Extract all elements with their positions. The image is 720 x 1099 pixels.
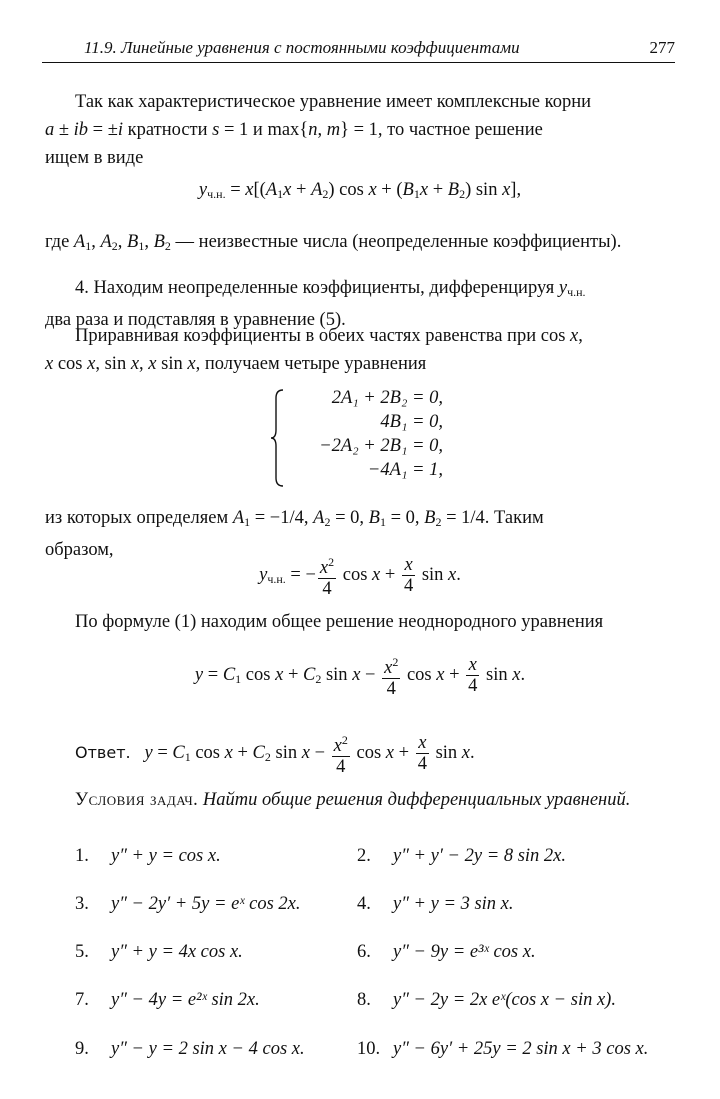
problem-item: 2. y″ + y′ − 2y = 8 sin 2x. xyxy=(357,846,567,866)
problem-conditions xyxy=(45,786,677,814)
header-rule xyxy=(42,62,675,63)
left-brace-icon xyxy=(270,388,284,488)
paragraph-3: 4. Находим неопределенные коэффициенты, дифференцируя $y_{ч.н.}$ два раза и подставляя в уравнение (5). xyxy=(45,278,586,330)
problem-item: 10. y″ − 6y′ + 25y = 2 sin x + 3 cos x. xyxy=(357,1039,649,1059)
page-number: 277 xyxy=(649,38,675,57)
problem-item: 1. y″ + y = cos x. xyxy=(75,846,221,866)
formula-particular-solution: $y_{ч.н.}$ = − $\frac{x^2}{4}$ cos x + $\frac{x}{4}$ sin x. xyxy=(0,552,720,599)
equation-system xyxy=(270,388,470,488)
answer-line: Ответ. $y = C_1$ $\cos x + C_2$ sin x − $\frac{x^2}{4}$ cos x + $\frac{x}{4}$ sin x. xyxy=(75,730,475,777)
system-row: −2A₂ + 2B₁ = 0, xyxy=(319,436,443,456)
paragraph-5: из которых определяем $A_1 = -1/4$, $A_2 = 0$, $B_1 = 0$, $B_2 = 1/4$. Таким образом, xyxy=(45,508,544,560)
problem-item: 6. y″ − 9y = e³ˣ cos x. xyxy=(357,942,536,962)
paragraph-6: По формуле (1) находим общее решение неоднородного уравнения xyxy=(75,612,604,632)
running-header xyxy=(42,38,675,60)
problem-item: 8. y″ − 2y = 2x eˣ(cos x − sin x). xyxy=(357,990,616,1010)
answer-label: Ответ. xyxy=(75,742,131,762)
system-row: 2A₁ + 2B₂ = 0, xyxy=(331,388,443,408)
paragraph-4: Приравнивая коэффициенты в обеих частях равенства при cos x, x cos x, sin x, x sin x, получаем четыре уравнения xyxy=(45,326,583,374)
problem-item: 9. y″ − y = 2 sin x − 4 cos x. xyxy=(75,1039,305,1059)
problem-item: 5. y″ + y = 4x cos x. xyxy=(75,942,243,962)
section-title: 11.9. Линейные уравнения с постоянными коэффициентами xyxy=(84,38,520,57)
formula-particular-form: $y_{ч.н.} = x[(A_1x + A_2)$ $\cos x + (B_1x + B_2)$ sin x], xyxy=(198,180,522,201)
conditions-text: Найти общие решения дифференциальных уравнений. xyxy=(202,790,631,810)
conditions-label: Условия задач. xyxy=(75,790,199,810)
problem-item: 4. y″ + y = 3 sin x. xyxy=(357,894,514,914)
paragraph-2: где $A_1$, $A_2$, $B_1$, $B_2$ — неизвестные числа (неопределенные коэффициенты). xyxy=(45,232,622,253)
system-row: −4A₁ = 1, xyxy=(367,460,443,480)
paragraph-1: Так как характеристическое уравнение имеет комплексные корни a ± ib = ±i кратности s = 1 и max{n, m} = 1, то частное решение ищем в виде xyxy=(45,92,591,168)
system-row: 4B₁ = 0, xyxy=(380,412,443,432)
formula-general-solution: $y = C_1$ $\cos x + C_2$ sin x − $\frac{x^2}{4}$ cos x + $\frac{x}{4}$ sin x. xyxy=(0,652,720,699)
problem-item: 3. y″ − 2y′ + 5y = eˣ cos 2x. xyxy=(75,894,301,914)
problem-item: 7. y″ − 4y = e²ˣ sin 2x. xyxy=(75,990,260,1010)
